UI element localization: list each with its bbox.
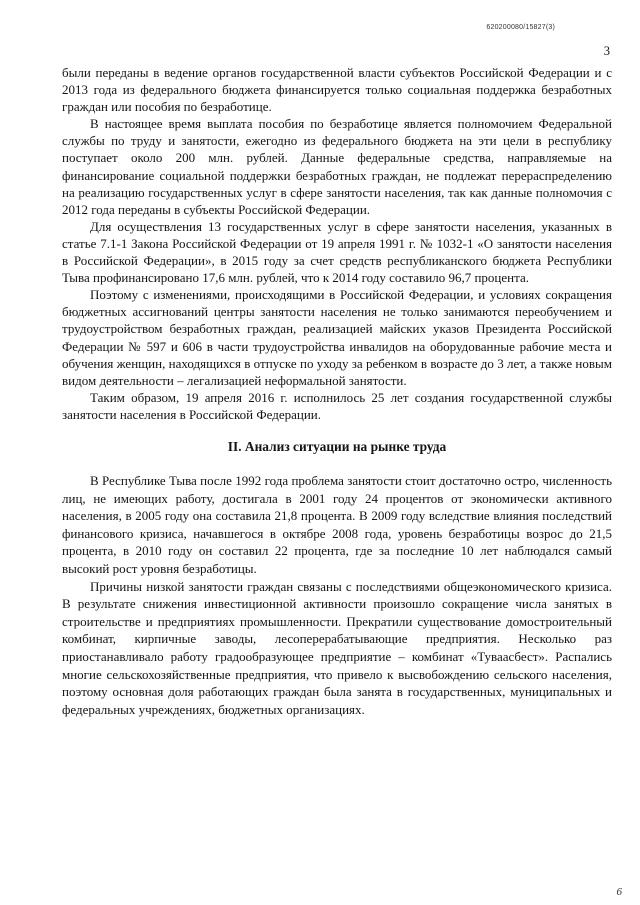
paragraph: Причины низкой занятости граждан связаны с последствиями общеэкономического кризиса. В результате снижения инвестиционной активности произошло сокращение числа занятых в строительстве и предприятиях промышленности. Прекратили существование домостроительный комбинат, кирпичные заводы, лесоперерабатывающие предприятия. Несколько раз приостанавливало работу градообразующее предприятие – комбинат «Туваасбест». Распались многие сельскохозяйственные предприятия, что привело к высвобождению сельского населения, поэтому основная доля работающих граждан была занята в государственных, муниципальных и федеральных учреждениях, бюджетных организациях.	[62, 578, 612, 717]
paragraph: В настоящее время выплата пособия по безработице является полномочием Федеральной службы по труду и занятости, ежегодно из федерального бюджета на эти цели в республику поступает около 200 млн. рублей. Данные федеральные средства, направляемые на финансирование социальной поддержки безработных граждан, не подлежат перераспределению на реализацию государственных услуг в сфере занятости населения, так как данные полномочия с 2012 года переданы в субъекты Российской Федерации.	[62, 116, 612, 217]
document-id: 620200080/15827(3)	[486, 24, 555, 31]
paragraph: В Республике Тыва после 1992 года проблема занятости стоит достаточно остро, численность лиц, не имеющих работу, достигала в 2001 году 24 процентов от экономически активного населения, в 2005 году она составила 21,8 процента. В 2009 году вследствие влияния последствий финансового кризиса, начавшегося в октябре 2008 года, уровень безработицы возрос до 21,5 процента, в 2010 году он составил 22 процента, где за последние 10 лет наблюдался самый высокий рост уровня безработицы.	[62, 472, 612, 576]
paragraph: Поэтому с изменениями, происходящими в Российской Федерации, и условиях сокращения бюджетных ассигнований центры занятости населения не только занимаются переобучением и трудоустройством безработных граждан, реализацией майских указов Президента Российской Федерации № 597 и 606 в части трудоустройства инвалидов на оборудованные рабочие места и обучения женщин, находящихся в отпуске по уходу за ребенком в возрасте до 3 лет, а также новым видом деятельности – легализацией неформальной занятости.	[62, 287, 612, 388]
paragraph: Таким образом, 19 апреля 2016 г. исполнилось 25 лет создания государственной службы занятости населения в Российской Федерации.	[62, 389, 612, 422]
paragraph: Для осуществления 13 государственных услуг в сфере занятости населения, указанных в статье 7.1-1 Закона Российской Федерации от 19 апреля 1991 г. № 1032-1 «О занятости населения в Российской Федерации», в 2015 году за счет средств республиканского бюджета Республики Тыва профинансировано 17,6 млн. рублей, что к 2014 году составило 96,7 процента.	[62, 218, 612, 286]
page-number: 3	[603, 44, 610, 58]
section-heading: II. Анализ ситуации на рынке труда	[227, 438, 447, 454]
document-body	[62, 64, 612, 718]
handwritten-page-mark: 6	[616, 886, 622, 898]
paragraph: были переданы в ведение органов государственной власти субъектов Российской Федерации и с 2013 года из федерального бюджета финансируется только социальная поддержка безработных граждан или пособия по безработице.	[62, 65, 612, 115]
